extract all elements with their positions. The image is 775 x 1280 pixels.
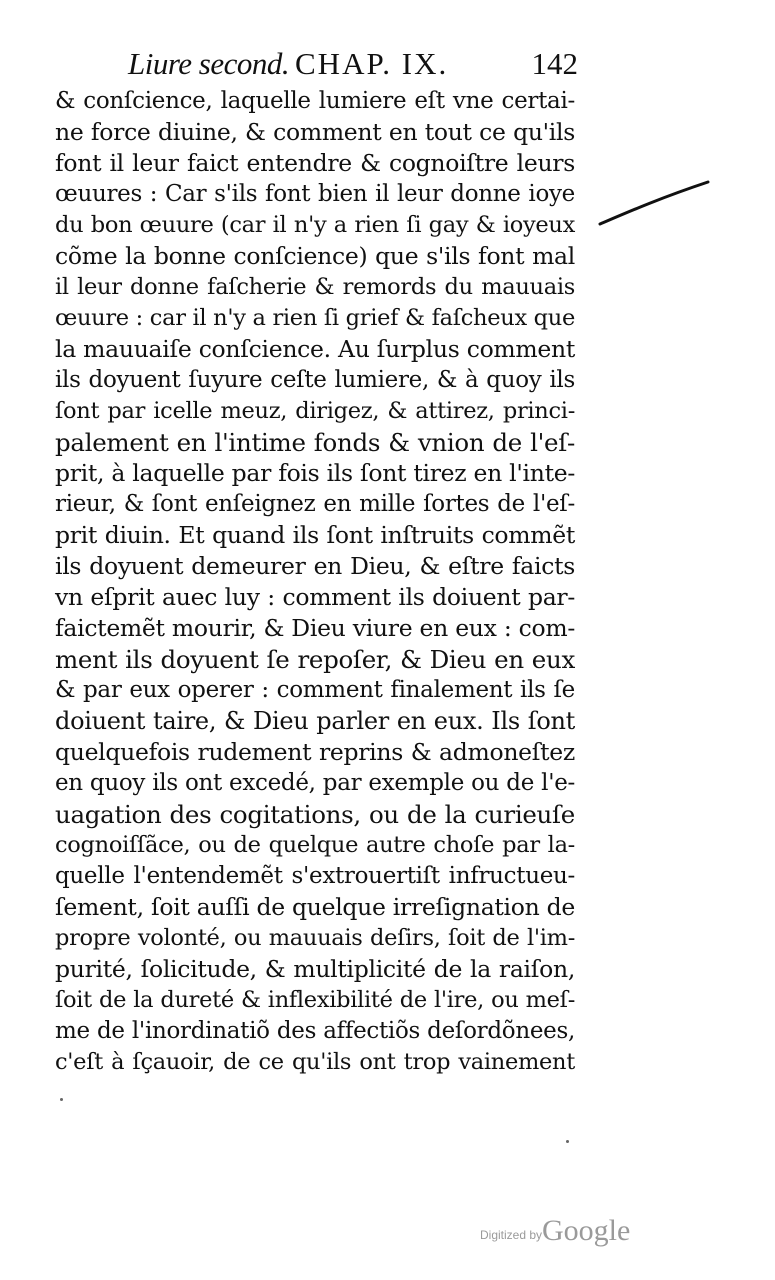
text-line: œuures : Car s'ils font bien il leur donne ioye [55,181,575,207]
text-line: cõme la bonne conſcience) que s'ils font mal [55,242,575,270]
ink-speck [60,1098,63,1101]
text-line: il leur donne faſcherie & remords du mauuais [55,274,575,300]
text-line: ils doyuent demeurer en Dieu, & eſtre faicts [55,552,575,580]
text-line: vn eſprit auec luy : comment ils doiuent par- [55,583,575,611]
page-number: 142 [531,46,578,81]
text-line: me de l'inordinatiõ des affectiõs deſordõnees, [55,1018,575,1044]
text-line: propre volonté, ou mauuais deſirs, ſoit de l'im- [55,925,575,951]
text-line: ſoit de la dureté & inflexibilité de l'ire, ou meſ- [55,987,575,1013]
text-line: & par eux operer : comment finalement ils ſe [55,677,575,703]
text-line: œuure : car il n'y a rien ſi grief & faſcheux que [55,305,575,331]
text-line: prit, à laquelle par fois ils ſont tirez en l'inte- [55,459,575,487]
text-line: c'eſt à ſçauoir, de ce qu'ils ont trop vainement [55,1049,575,1075]
text-line: ils doyuent ſuyure ceſte lumiere, & à quoy ils [55,367,575,393]
text-line: purité, ſolicitude, & multiplicité de la raiſon, [55,955,575,983]
text-line: & conſcience, laquelle lumiere eſt vne certai- [55,88,575,114]
text-line: ment ils doyuent ſe repoſer, & Dieu en eux [55,645,575,674]
watermark-prefix: Digitized by [480,1228,543,1242]
text-line: doiuent taire, & Dieu parler en eux. Ils ſont [55,707,575,735]
text-line: ſement, ſoit auſſi de quelque irreſignation de [55,893,575,921]
text-line: ne force diuine, & comment en tout ce qu'ils [55,118,575,146]
text-line: faictemẽt mourir, & Dieu viure en eux : com- [55,614,575,642]
text-line: du bon œuure (car il n'y a rien ſi gay & ioyeux [55,212,575,238]
running-header [128,44,578,84]
text-line: rieur, & ſont enſeignez en mille ſortes de l'eſ- [55,491,575,517]
text-line: uagation des cogitations, ou de la curieuſe [55,800,575,829]
text-line: quelquefois rudement reprins & admoneſtez [55,738,575,766]
text-line: la mauuaiſe conſcience. Au ſurplus comment [55,335,575,363]
text-line: en quoy ils ont excedé, par exemple ou de l'e- [55,770,575,796]
body-text [55,86,575,1078]
text-line: palement en l'intime fonds & vnion de l'eſ- [55,428,575,457]
chapter-heading: CHAP. IX. [295,46,449,81]
ink-speck [566,1140,569,1143]
text-line: ſont par icelle meuz, dirigez, & attirez, princi- [55,398,575,424]
text-line: prit diuin. Et quand ils ſont inſtruits commẽt [55,521,575,549]
text-line: cognoiſſãce, ou de quelque autre choſe par la- [55,832,575,858]
watermark-logo: Google [542,1214,631,1247]
pen-stroke-mark [598,178,710,248]
text-line: quelle l'entendemẽt s'extrouertiſt infructueu- [55,863,575,889]
running-title: Liure second. [128,46,290,81]
text-line: font il leur faict entendre & cognoiſtre leurs [55,149,575,177]
